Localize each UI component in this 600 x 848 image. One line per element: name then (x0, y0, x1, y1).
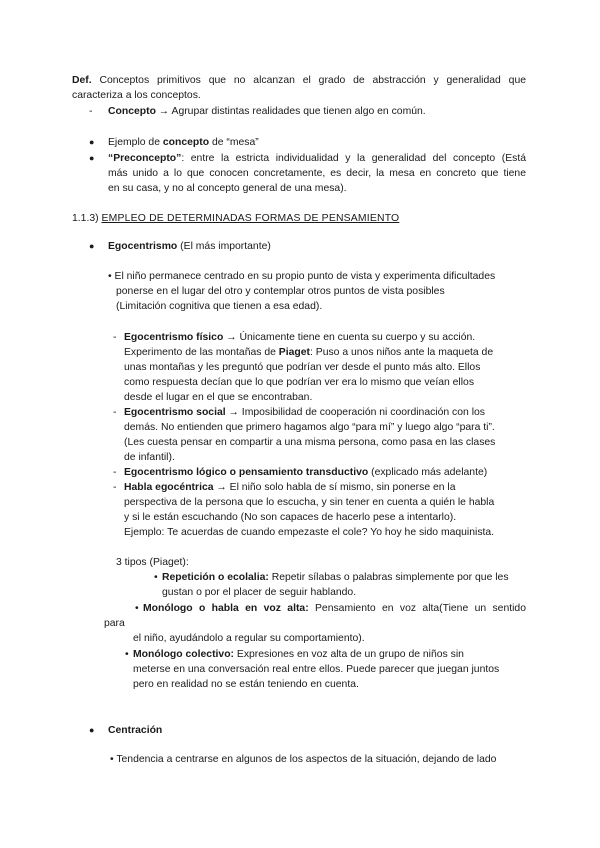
ego-desc-line-2: ponerse en el lugar del otro y contemplar otros puntos de vista posibles (116, 286, 445, 297)
dash-bullet: - (113, 467, 117, 478)
tipos-header: 3 tipos (Piaget): (116, 557, 189, 568)
fisico-line-4: como respuesta decían que lo que podrían ver era lo mismo que veían ellos (124, 377, 475, 388)
habla-line-2: perspectiva de la persona que lo escucha, y sin tener en cuenta a quién le habla (124, 497, 495, 508)
social-line-2: demás. No entienden que primero hagamos algo “para mí” y luego algo “para ti”. (124, 422, 495, 433)
fisico-line-2: Experimento de las montañas de Piaget: Puso a unos niños ante la maqueta de (124, 347, 494, 358)
dash-bullet: - (113, 482, 117, 493)
ejemplo-line: Ejemplo de concepto de “mesa” (108, 137, 259, 148)
monologo-line-2: para (104, 618, 125, 629)
preconcepto-line-1: “Preconcepto”: entre la estricta individualidad y la generalidad del concepto (Está (108, 153, 526, 164)
preconcepto-line-3: en su casa, y no al concepto general de una mesa). (108, 183, 347, 194)
small-bullet: • (135, 603, 139, 614)
dash-bullet: - (89, 106, 93, 117)
fisico-line-1: Egocentrismo físico → Únicamente tiene en cuenta su cuerpo y su acción. (124, 332, 476, 343)
section-number: 1.1.3) (72, 213, 102, 224)
round-bullet: ● (89, 153, 95, 163)
colectivo-line-2: meterse en una conversación real entre ellos. Puede parecer que juegan juntos (133, 664, 500, 675)
definition-line-2: caracteriza a los conceptos. (72, 90, 201, 101)
ego-desc-line-1: • El niño permanece centrado en su propio punto de vista y experimenta dificultades (108, 271, 496, 282)
small-bullet: • (154, 572, 158, 583)
section-title: EMPLEO DE DETERMINADAS FORMAS DE PENSAMIENTO (101, 213, 400, 224)
colectivo-line-1: Monólogo colectivo: Expresiones en voz alta de un grupo de niños sin (133, 649, 464, 660)
dash-bullet: - (113, 332, 117, 343)
colectivo-line-3: pero en realidad no se están teniendo en cuenta. (133, 679, 359, 690)
fisico-line-5: desde el lugar en el que se encontraban. (124, 392, 313, 403)
concepto-line: Concepto → Agrupar distintas realidades que tienen algo en común. (108, 106, 426, 117)
centracion-heading: Centración (108, 725, 163, 736)
small-bullet: • (125, 649, 129, 660)
monologo-line-3: el niño, ayudándolo a regular su comportamiento). (133, 633, 365, 644)
round-bullet: ● (89, 725, 95, 735)
section-heading (72, 211, 399, 226)
monologo-line-1: Monólogo o habla en voz alta: Pensamiento en voz alta(Tiene un sentido (143, 603, 526, 614)
social-line-3: (Les cuesta pensar en compartir a una misma persona, como pasa en las clases (124, 437, 496, 448)
ego-desc-line-3: (Limitación cognitiva que tienen a esa edad). (116, 301, 323, 312)
social-line-4: de infantil). (124, 452, 175, 463)
habla-line-3: y si le están escuchando (No son capaces de hacerlo pese a intentarlo). (124, 512, 457, 523)
fisico-line-3: unas montañas y les preguntó que podrían ver desde el punto más alto. Ellos (124, 362, 481, 373)
round-bullet: ● (89, 241, 95, 251)
preconcepto-line-2: más unido a lo que conocen concretamente, es decir, la mesa en concreto que tiene (108, 168, 526, 179)
egocentrismo-heading: Egocentrismo (El más importante) (108, 241, 271, 252)
dash-bullet: - (113, 407, 117, 418)
repeticion-line-2: gustan o por el placer de seguir hablando. (162, 587, 357, 598)
def-label: Def. (72, 75, 92, 86)
habla-line-4: Ejemplo: Te acuerdas de cuando empezaste el cole? Yo hoy he sido maquinista. (124, 527, 495, 538)
round-bullet: ● (89, 137, 95, 147)
centracion-desc: • Tendencia a centrarse en algunos de los aspectos de la situación, dejando de lado (110, 754, 497, 765)
social-line-1: Egocentrismo social → Imposibilidad de cooperación ni coordinación con los (124, 407, 485, 418)
definition-line-1: Def. Conceptos primitivos que no alcanzan el grado de abstracción y generalidad que (72, 75, 526, 86)
habla-line-1: Habla egocéntrica → El niño solo habla de sí mismo, sin ponerse en la (124, 482, 456, 493)
repeticion-line-1: Repetición o ecolalia: Repetir sílabas o palabras simplemente por que les (162, 572, 509, 583)
logico-line: Egocentrismo lógico o pensamiento transductivo (explicado más adelante) (124, 467, 488, 478)
